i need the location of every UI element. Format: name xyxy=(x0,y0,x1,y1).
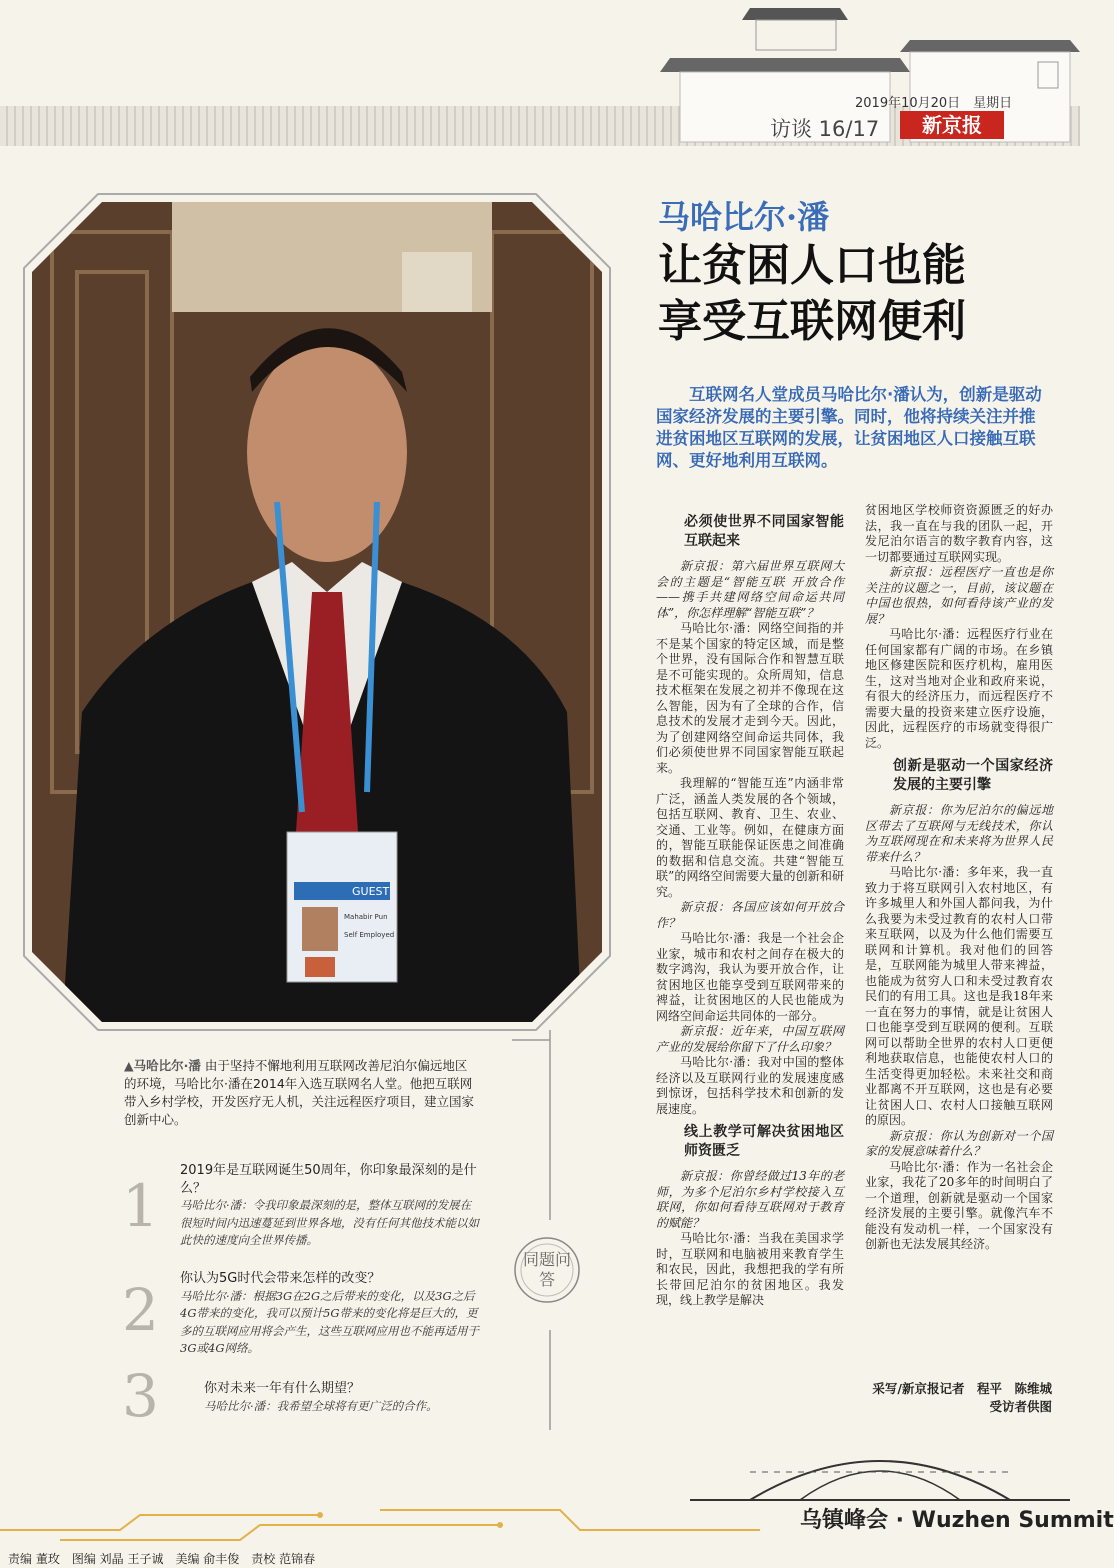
qa-connector-line xyxy=(492,1030,572,1430)
interview-answer: 马哈比尔·潘：多年来，我一直致力于将互联网引入农村地区，有许多城里人和外国人都问我，为什么我要为未受过教育的农村人口带来互联网，以及为什么他们需要互联网和计算机。我对他们的回答是，互联网能为城里人带来裨益，也能成为贫穷人口和未受过教育农民们的有用工具。这也是我18年来一直在努力的事情，就是让贫困人口也能享受到互联网的便利。互联网可以帮助全世界的农村人口更便利地获取信息，也能使农村人口的生活变得更加轻松。未来社交和商业都离不开互联网，这也是有必要让贫困人口、农村人口接触互联网的原因。 xyxy=(865,865,1053,1127)
headline-line-2: 享受互联网便利 xyxy=(658,296,966,347)
qa-answer-3: 马哈比尔·潘：我希望全球将有更广泛的合作。 xyxy=(204,1398,438,1413)
subheading: 创新是驱动一个国家经济发展的主要引擎 xyxy=(893,758,1053,793)
qa-answer-2: 马哈比尔·潘：根据3G在2G之后带来的变化，以及3G之后4G带来的变化，我可以预计5G带来的变化将是巨大的，更多的互联网应用将会产生，这些互联网应用也不能再适用于3G或4G网络。 xyxy=(180,1288,479,1355)
section-label: 访谈 16/17 xyxy=(770,117,880,141)
circuit-decoration xyxy=(0,1500,760,1545)
interview-answer: 马哈比尔·潘：作为一名社会企业家，我花了20多年的时间明白了一个道理，创新就是驱动一个国家经济发展的主要引擎。就像汽车不能没有发动机一样，一个国家没有创新也无法发展其经济。 xyxy=(865,1159,1053,1251)
interview-answer: 马哈比尔·潘：远程医疗行业在任何国家都有广阔的市场。在乡镇地区修建医院和医疗机构，雇用医生，这对当地对企业和政府来说，有很大的经济压力，而远程医疗不需要大量的投资来建立医疗设施，因此，远程医疗的市场就变得很广泛。 xyxy=(865,627,1053,750)
qa-item-2 xyxy=(180,1270,480,1358)
headline xyxy=(658,238,1058,350)
subheading: 必须使世界不同国家智能互联起来 xyxy=(684,514,844,549)
lead-paragraph: 互联网名人堂成员马哈比尔·潘认为，创新是驱动国家经济发展的主要引擎。同时，他将持续关注并推进贫困地区互联网的发展，让贫困地区人口接触互联网、更好地利用互联网。 xyxy=(656,385,1042,470)
caption-name: ▲马哈比尔·潘 xyxy=(124,1058,201,1073)
interview-question: 新京报：你认为创新对一个国家的发展意味着什么？ xyxy=(865,1128,1053,1158)
qa-question-2: 你认为5G时代会带来怎样的改变？ xyxy=(180,1271,381,1286)
body-column-2 xyxy=(865,503,1053,1423)
interview-answer: 贫困地区学校师资资源匮乏的好办法，我一直在与我的团队一起，开发尼泊尔语言的数字教育内容，这一切都要通过互联网实现。 xyxy=(865,503,1053,564)
wuzhen-summit-brand: 乌镇峰会 · Wuzhen Summit xyxy=(800,1508,1114,1533)
qa-answer-1: 马哈比尔·潘：令我印象最深刻的是，整体互联网的发展在很短时间内迅速蔓延到世界各地，没有任何其他技术能以如此快的速度向全世界传播。 xyxy=(180,1198,479,1247)
qa-number-1: 1 xyxy=(122,1172,159,1240)
subject-name: 马哈比尔·潘 xyxy=(658,198,830,236)
interview-question: 新京报：你曾经做过13年的老师，为多个尼泊尔乡村学校接入互联网，你如何看待互联网对于教育的赋能？ xyxy=(656,1169,844,1230)
qa-number-3: 3 xyxy=(122,1362,159,1430)
byline-photo: 受访者供图 xyxy=(989,1399,1052,1414)
interview-question: 新京报：近年来，中国互联网产业的发展给你留下了什么印象？ xyxy=(656,1024,844,1054)
qa-item-1 xyxy=(180,1162,480,1250)
interview-answer: 马哈比尔·潘：当我在美国求学时，互联网和电脑被用来教育学生和农民，因此，我想把我的学有所长带回尼泊尔的贫困地区。我发现，线上教学是解决 xyxy=(656,1231,844,1307)
portrait-photo xyxy=(22,192,612,1032)
qa-item-3 xyxy=(204,1380,504,1415)
issue-date: 2019年10月20日 星期日 xyxy=(855,96,1013,111)
interview-answer: 马哈比尔·潘：我对中国的整体经济以及互联网行业的发展速度感到惊讶，包括科学技术和创新的发展速度。 xyxy=(656,1055,844,1116)
byline xyxy=(872,1380,1052,1416)
byline-reporters: 采写/新京报记者 程平 陈维城 xyxy=(872,1381,1052,1396)
photo-caption xyxy=(124,1057,474,1129)
interview-answer: 我理解的“智能互连”内涵非常广泛，涵盖人类发展的各个领域，包括互联网、教育、卫生、农业、交通、工业等。例如，在健康方面的，智能互联能保证医患之间准确的数据和信息交流。共建“智能互联”的网络空间需要大量的创新和研究。 xyxy=(656,776,844,899)
stone-bridge-illustration xyxy=(690,1432,1070,1502)
interview-question: 新京报：你为尼泊尔的偏远地区带去了互联网与无线技术，你认为互联网现在和未来将为世界人民带来什么？ xyxy=(865,803,1053,864)
caption-text: 由于坚持不懈地利用互联网改善尼泊尔偏远地区的环境，马哈比尔·潘在2014年入选互联网名人堂。他把互联网带入乡村学校，开发医疗无人机，关注远程医疗项目，建立国家创新中心。 xyxy=(124,1058,475,1127)
interview-question: 新京报：第六届世界互联网大会的主题是“智能互联 开放合作——携手共建网络空间命运共同体”，你怎样理解“智能互联”？ xyxy=(656,559,844,620)
subheading: 线上教学可解决贫困地区师资匮乏 xyxy=(684,1124,844,1159)
interview-answer: 马哈比尔·潘：网络空间指的并不是某个国家的特定区域，而是整个世界，没有国际合作和智慧互联是不可能实现的。众所周知，信息技术框架在发展之初并不像现在这么智能，因为有了全球的合作，信息技术的发展才走到今天。因此，为了创建网络空间命运共同体，我们必须使世界不同国家智能互联起来。 xyxy=(656,621,844,775)
qa-question-3: 你对未来一年有什么期望？ xyxy=(204,1381,361,1396)
interview-answer: 马哈比尔·潘：我是一个社会企业家，城市和农村之间存在极大的数字鸿沟，我认为要开放合作，让贫困地区也能享受到互联网带来的裨益，让贫困地区的人民也能成为网络空间命运共同体的一部分。 xyxy=(656,931,844,1023)
newspaper-logo: 新京报 xyxy=(900,111,1004,139)
badge-org: Self Employed xyxy=(344,931,395,939)
seal-text: 同题问答 xyxy=(522,1250,571,1289)
interview-question: 新京报：各国应该如何开放合作？ xyxy=(656,900,844,930)
badge-name: Mahabir Pun xyxy=(344,913,388,921)
headline-line-1: 让贫困人口也能 xyxy=(658,240,966,291)
editor-credits: 责编 董玫 图编 刘晶 王子诚 美编 俞丰俊 责校 范锦春 xyxy=(8,1552,316,1566)
qa-question-1: 2019年是互联网诞生50周年，你印象最深刻的是什么？ xyxy=(180,1163,477,1196)
interview-question: 新京报：远程医疗一直也是你关注的议题之一，目前，该议题在中国也很热，如何看待该产业的发展？ xyxy=(865,565,1053,626)
qa-number-2: 2 xyxy=(122,1276,159,1344)
body-column-1 xyxy=(656,507,844,1427)
badge-title: GUEST xyxy=(352,885,390,898)
